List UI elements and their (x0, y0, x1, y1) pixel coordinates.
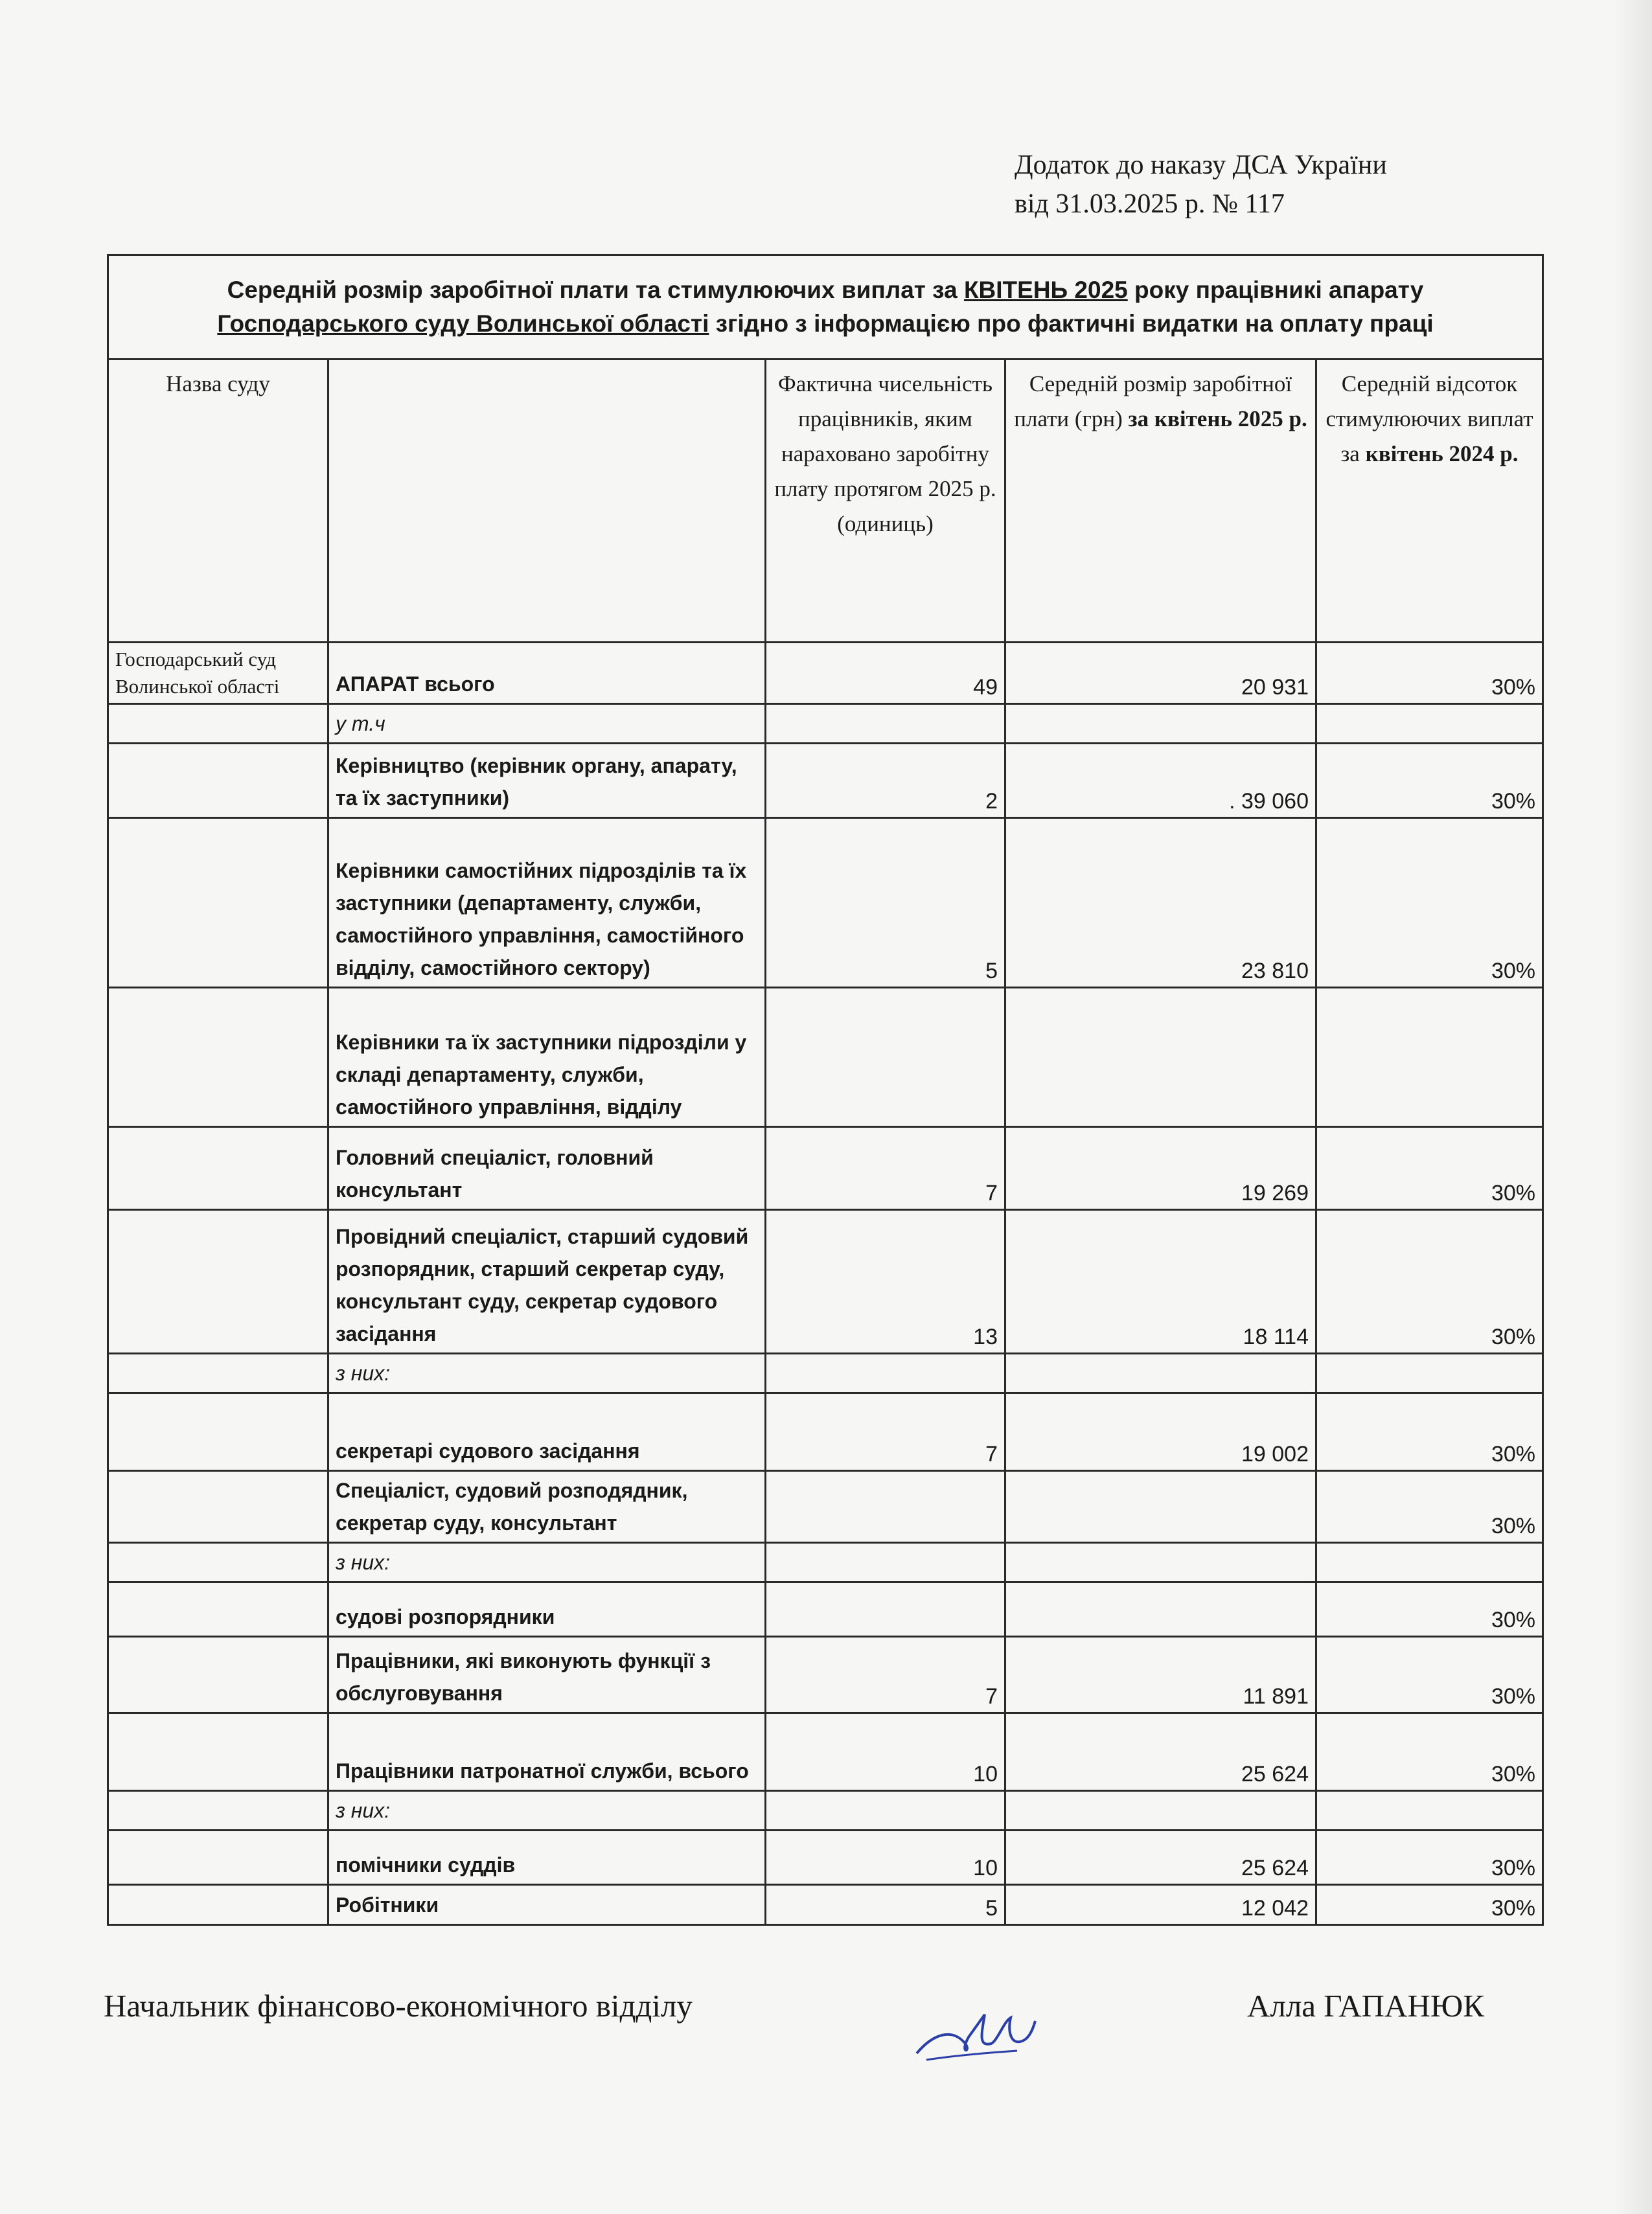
table-row (108, 1791, 1543, 1831)
row-salary (1005, 704, 1316, 744)
row-bonus: 30% (1316, 1885, 1543, 1925)
row-name: Керівники та їх заступники підрозділи у складі департаменту, служби, самостійного управління, відділу (328, 988, 766, 1127)
row-bonus: 30% (1316, 744, 1543, 818)
header-salary-text: Середній розмір заробітної плати (грн) (1014, 371, 1292, 431)
salary-table (107, 254, 1544, 1926)
signer-position: Начальник фінансово-економічного відділу (104, 1988, 693, 2024)
court-cell (108, 1831, 328, 1885)
table-row (108, 704, 1543, 744)
row-name: Спеціаліст, судовий розподядник, секретар суду, консультант (328, 1471, 766, 1543)
row-bonus: 30% (1316, 818, 1543, 988)
row-name: Головний спеціаліст, головний консультант (328, 1127, 766, 1210)
header-bonus (1316, 359, 1543, 643)
row-bonus: 30% (1316, 643, 1543, 704)
title-text-1: Середній розмір заробітної плати та стимулюючих виплат за (227, 277, 964, 303)
row-count: 10 (766, 1831, 1005, 1885)
table-row (108, 1127, 1543, 1210)
court-cell (108, 1127, 328, 1210)
title-text-3: згідно з інформацією про фактичні видатки на оплату праці (709, 310, 1434, 337)
header-blank (328, 359, 766, 643)
row-count: 7 (766, 1127, 1005, 1210)
row-bonus: 30% (1316, 1210, 1543, 1354)
row-name: Робітники (328, 1885, 766, 1925)
row-salary: 11 891 (1005, 1637, 1316, 1713)
title-court: Господарського суду Волинської області (217, 310, 709, 337)
row-salary (1005, 1471, 1316, 1543)
table-title (108, 255, 1543, 359)
row-bonus: 30% (1316, 1582, 1543, 1637)
table-row (108, 1210, 1543, 1354)
row-count: 5 (766, 818, 1005, 988)
row-count: 49 (766, 643, 1005, 704)
row-salary: 12 042 (1005, 1885, 1316, 1925)
court-cell (108, 1637, 328, 1713)
header-count: Фактична чисельність працівників, яким нараховано заробітну плату протягом 2025 р. (одиниць) (766, 359, 1005, 643)
table-row (108, 1543, 1543, 1582)
row-bonus: 30% (1316, 1637, 1543, 1713)
court-cell (108, 1713, 328, 1791)
row-salary (1005, 1543, 1316, 1582)
row-name: секретарі судового засідання (328, 1393, 766, 1471)
table-row (108, 1471, 1543, 1543)
row-salary: . 39 060 (1005, 744, 1316, 818)
row-count (766, 704, 1005, 744)
row-salary (1005, 1354, 1316, 1393)
row-name: Працівники, які виконують функції з обслуговування (328, 1637, 766, 1713)
row-count (766, 988, 1005, 1127)
row-name: помічники суддів (328, 1831, 766, 1885)
row-bonus: 30% (1316, 1393, 1543, 1471)
court-cell (108, 1885, 328, 1925)
table-row (108, 1637, 1543, 1713)
table-row (108, 1885, 1543, 1925)
annex-line-2: від 31.03.2025 р. № 117 (1015, 189, 1285, 219)
header-court-name: Назва суду (108, 359, 328, 643)
table-row (108, 744, 1543, 818)
row-name: у т.ч (328, 704, 766, 744)
row-bonus (1316, 704, 1543, 744)
row-count: 7 (766, 1393, 1005, 1471)
table-row (108, 818, 1543, 988)
header-salary (1005, 359, 1316, 643)
row-count (766, 1791, 1005, 1831)
row-count: 10 (766, 1713, 1005, 1791)
court-cell (108, 988, 328, 1127)
row-count: 7 (766, 1637, 1005, 1713)
row-count: 5 (766, 1885, 1005, 1925)
row-count (766, 1354, 1005, 1393)
title-text-2: року працівникі апарату (1127, 277, 1424, 303)
header-salary-period: за квітень 2025 р. (1128, 406, 1307, 431)
title-period: КВІТЕНЬ 2025 (963, 277, 1128, 303)
row-name: з них: (328, 1354, 766, 1393)
row-name: з них: (328, 1791, 766, 1831)
row-salary: 25 624 (1005, 1713, 1316, 1791)
table-row (108, 988, 1543, 1127)
table-row (108, 1713, 1543, 1791)
title-row (108, 255, 1543, 359)
row-name: Працівники патронатної служби, всього (328, 1713, 766, 1791)
row-bonus: 30% (1316, 1127, 1543, 1210)
court-cell (108, 1543, 328, 1582)
row-bonus: 30% (1316, 1471, 1543, 1543)
header-bonus-text: Середній відсоток стимулюючих виплат за (1325, 371, 1533, 466)
court-cell (108, 704, 328, 744)
header-bonus-period: квітень 2024 р. (1365, 441, 1519, 466)
signature-image (913, 2008, 1037, 2066)
row-salary (1005, 988, 1316, 1127)
row-bonus: 30% (1316, 1831, 1543, 1885)
court-cell (108, 1582, 328, 1637)
table-row (108, 1393, 1543, 1471)
row-salary: 20 931 (1005, 643, 1316, 704)
table-row (108, 1831, 1543, 1885)
header-row (108, 359, 1543, 643)
row-name: АПАРАТ всього (328, 643, 766, 704)
row-count (766, 1582, 1005, 1637)
row-salary: 19 269 (1005, 1127, 1316, 1210)
annex-line-1: Додаток до наказу ДСА України (1015, 150, 1387, 180)
signer-name: Алла ГАПАНЮК (1247, 1988, 1484, 2024)
annex-note (1015, 146, 1387, 223)
row-salary: 19 002 (1005, 1393, 1316, 1471)
row-bonus (1316, 1543, 1543, 1582)
table-row (108, 1354, 1543, 1393)
court-name-cell: Господарський суд Волинської області (108, 643, 328, 704)
court-cell (108, 1210, 328, 1354)
row-count (766, 1471, 1005, 1543)
row-count (766, 1543, 1005, 1582)
row-salary (1005, 1791, 1316, 1831)
row-name: Керівники самостійних підрозділів та їх заступники (департаменту, служби, самостійного управління, самостійного відділу, самостійного сектору) (328, 818, 766, 988)
row-salary: 25 624 (1005, 1831, 1316, 1885)
court-cell (108, 818, 328, 988)
row-bonus: 30% (1316, 1713, 1543, 1791)
row-salary: 18 114 (1005, 1210, 1316, 1354)
table-row (108, 643, 1543, 704)
row-bonus (1316, 1791, 1543, 1831)
row-bonus (1316, 988, 1543, 1127)
table-row (108, 1582, 1543, 1637)
row-count: 2 (766, 744, 1005, 818)
row-name: з них: (328, 1543, 766, 1582)
row-name: судові розпорядники (328, 1582, 766, 1637)
row-name: Провідний спеціаліст, старший судовий розпорядник, старший секретар суду, консультант суду, секретар судового засідання (328, 1210, 766, 1354)
row-name: Керівництво (керівник органу, апарату, та їх заступники) (328, 744, 766, 818)
row-count: 13 (766, 1210, 1005, 1354)
court-cell (108, 744, 328, 818)
court-cell (108, 1791, 328, 1831)
scan-page-edge (1613, 0, 1652, 2214)
court-cell (108, 1393, 328, 1471)
row-bonus (1316, 1354, 1543, 1393)
row-salary: 23 810 (1005, 818, 1316, 988)
row-salary (1005, 1582, 1316, 1637)
court-cell (108, 1354, 328, 1393)
court-cell (108, 1471, 328, 1543)
